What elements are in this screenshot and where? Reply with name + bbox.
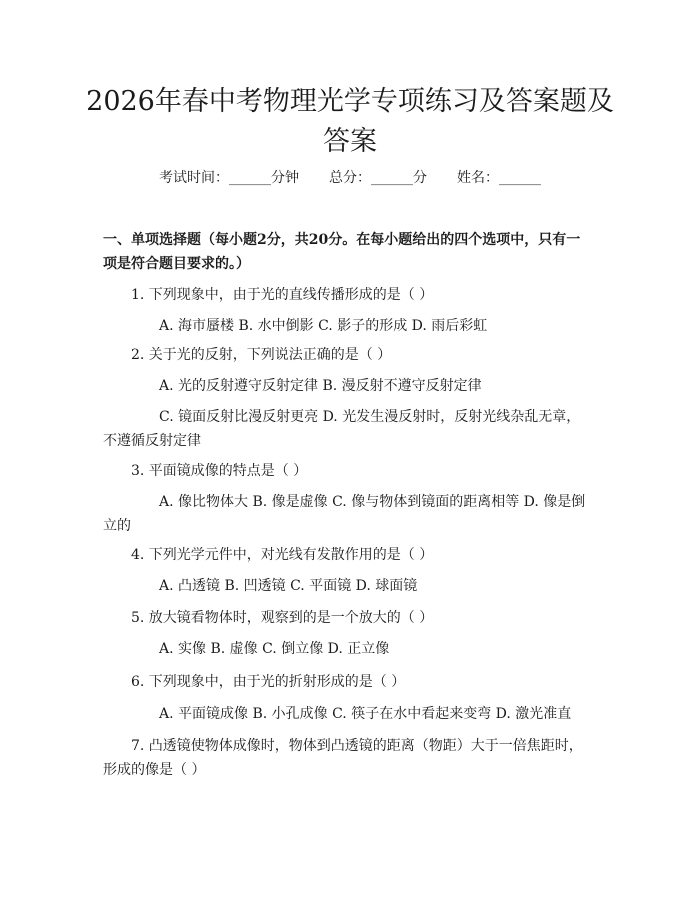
section-heading: 一、单项选择题（每小题2分，共20分。在每小题给出的四个选项中，只有一项是符合题目要求的。）	[103, 232, 581, 272]
question-4-options: A. 凸透镜 B. 凹透镜 C. 平面镜 D. 球面镜	[159, 578, 418, 594]
question-1-options: A. 海市蜃楼 B. 水中倒影 C. 影子的形成 D. 雨后彩虹	[159, 318, 488, 334]
document-title: 2026年春中考物理光学专项练习及答案题及答案	[86, 86, 614, 157]
name-field: 姓名：______	[457, 170, 541, 186]
question-5-options: A. 实像 B. 虚像 C. 倒立像 D. 正立像	[159, 641, 390, 657]
question-1: 1. 下列现象中，由于光的直线传播形成的是（ ）	[131, 287, 434, 303]
question-3-options: A. 像比物体大 B. 像是虚像 C. 像与物体到镜面的距离相等 D. 像是倒立的	[103, 494, 586, 534]
question-6-options: A. 平面镜成像 B. 小孔成像 C. 筷子在水中看起来变弯 D. 激光准直	[159, 706, 572, 722]
question-5: 5. 放大镜看物体时，观察到的是一个放大的（ ）	[131, 610, 434, 626]
question-7: 7. 凸透镜使物体成像时，物体到凸透镜的距离（物距）大于一倍焦距时，形成的像是（ ）	[103, 738, 583, 778]
question-2-options-ab: A. 光的反射遵守反射定律 B. 漫反射不遵守反射定律	[159, 378, 482, 394]
question-6: 6. 下列现象中，由于光的折射形成的是（ ）	[131, 674, 406, 690]
total-score-field: 总分：______分	[329, 170, 427, 186]
question-2: 2. 关于光的反射，下列说法正确的是（ ）	[131, 347, 392, 363]
exam-time-field: 考试时间：______分钟	[159, 170, 299, 186]
exam-info-line	[0, 168, 700, 188]
question-4: 4. 下列光学元件中，对光线有发散作用的是（ ）	[131, 547, 434, 563]
question-3: 3. 平面镜成像的特点是（ ）	[131, 463, 308, 479]
question-2-options-cd: C. 镜面反射比漫反射更亮 D. 光发生漫反射时，反射光线杂乱无章，不遵循反射定律	[103, 409, 581, 449]
